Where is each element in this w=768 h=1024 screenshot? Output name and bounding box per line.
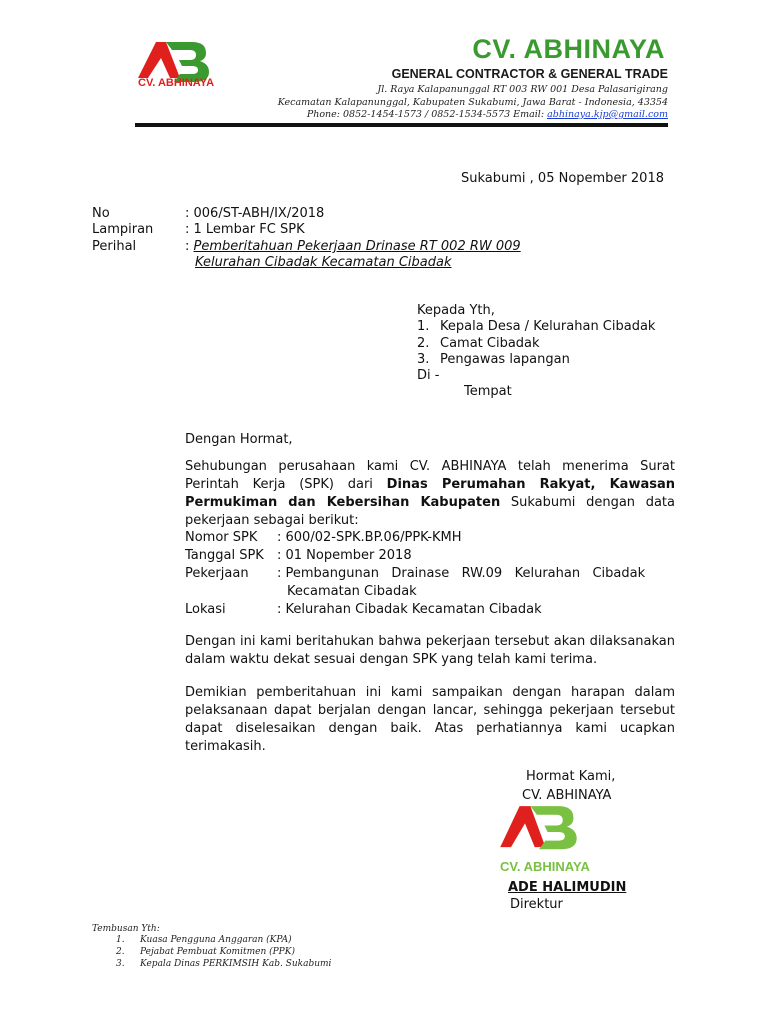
cc-item-2: Pejabat Pembuat Komitmen (PPK) xyxy=(140,947,295,957)
meta-label-perihal: Perihal xyxy=(92,239,137,254)
closing: Hormat Kami, xyxy=(526,769,616,784)
spk-value-pekerjaan-2: Kecamatan Cibadak xyxy=(287,584,417,599)
paragraph-2: Dengan ini kami beritahukan bahwa pekerjaan tersebut akan dilaksanakan dalam waktu dekat sesuai dengan SPK yang telah kami terima. xyxy=(185,634,675,667)
spk-label-nomor: Nomor SPK xyxy=(185,530,258,545)
company-name: CV. ABHINAYA xyxy=(472,34,665,64)
salutation: Dengan Hormat, xyxy=(185,432,293,447)
closing-company: CV. ABHINAYA xyxy=(522,788,612,803)
cc-item-3: Kepala Dinas PERKIMSIH Kab. Sukabumi xyxy=(140,959,332,969)
recipient-item-3: Pengawas lapangan xyxy=(440,352,570,367)
logo-text: CV. ABHINAYA xyxy=(138,77,215,89)
spk-value-lokasi: : Kelurahan Cibadak Kecamatan Cibadak xyxy=(277,602,542,617)
paragraph-3: Demikian pemberitahuan ini kami sampaikan dengan harapan dalam pelaksanaan dapat berjalan dengan lancar, sehingga pekerjaan tersebut dapat diselesaikan dengan baik. Atas perhatiannya kami ucapkan terimakasih. xyxy=(185,685,675,754)
contact-line xyxy=(307,109,668,120)
email-link[interactable]: abhinaya.kjp@gmail.com xyxy=(547,109,668,120)
address-line-2: Kecamatan Kalapanunggal, Kabupaten Sukabumi, Jawa Barat - Indonesia, 43354 xyxy=(277,97,668,108)
paragraph-1-text-b: Sukabumi dengan data pekerjaan sebagai berikut: xyxy=(185,495,675,528)
letter-date: Sukabumi , 05 Nopember 2018 xyxy=(461,171,664,186)
meta-label-lampiran: Lampiran xyxy=(92,222,154,237)
company-stamp xyxy=(498,804,590,874)
signer-name: ADE HALIMUDIN xyxy=(508,880,627,895)
company-logo xyxy=(136,40,215,92)
recipient-greeting: Kepada Yth, xyxy=(417,303,495,318)
recipient-num-1: 1. xyxy=(417,319,430,334)
paragraph-1-bold: Dinas Perumahan Rakyat, Kawasan Permukiman dan Kebersihan Kabupaten xyxy=(185,477,675,510)
meta-value-no: : 006/ST-ABH/IX/2018 xyxy=(185,206,325,221)
spk-label-pekerjaan: Pekerjaan xyxy=(185,566,249,581)
meta-value-lampiran: : 1 Lembar FC SPK xyxy=(185,222,305,237)
stamp-text: CV. ABHINAYA xyxy=(500,859,590,874)
cc-item-1: Kuasa Pengguna Anggaran (KPA) xyxy=(140,935,292,945)
cc-num-2: 2. xyxy=(116,947,125,957)
paragraph-1-text-a: Sehubungan perusahaan kami CV. ABHINAYA telah menerima Surat Perintah Kerja (SPK) dari xyxy=(185,459,675,492)
perihal-line-1: Pemberitahuan Pekerjaan Drinase RT 002 RW 009 xyxy=(193,239,521,254)
spk-label-lokasi: Lokasi xyxy=(185,602,226,617)
spk-label-tanggal: Tanggal SPK xyxy=(185,548,264,563)
recipient-item-2: Camat Cibadak xyxy=(440,336,540,351)
signer-title: Direktur xyxy=(510,897,563,912)
recipient-item-1: Kepala Desa / Kelurahan Cibadak xyxy=(440,319,656,334)
recipient-num-3: 3. xyxy=(417,352,430,367)
spk-value-nomor: : 600/02-SPK.BP.06/PPK-KMH xyxy=(277,530,462,545)
phone-text: Phone: 0852-1454-1573 / 0852-1534-5573 Email: xyxy=(306,109,548,120)
spk-value-pekerjaan: : Pembangunan Drainase RW.09 Kelurahan Cibadak xyxy=(277,566,646,581)
cc-num-1: 1. xyxy=(116,935,125,945)
cc-title: Tembusan Yth: xyxy=(92,924,160,934)
paragraph-1 xyxy=(185,458,675,530)
header-divider xyxy=(135,123,668,127)
perihal-colon: : xyxy=(185,239,194,254)
recipient-num-2: 2. xyxy=(417,336,430,351)
spk-value-tanggal: : 01 Nopember 2018 xyxy=(277,548,412,563)
cc-num-3: 3. xyxy=(116,959,125,969)
address-line-1: Jl. Raya Kalapanunggal RT 003 RW 001 Desa Palasarigirang xyxy=(377,84,668,95)
company-tagline: GENERAL CONTRACTOR & GENERAL TRADE xyxy=(391,67,668,81)
perihal-line-2: Kelurahan Cibadak Kecamatan Cibadak xyxy=(195,255,452,270)
recipient-di: Di - xyxy=(417,368,440,383)
recipient-place: Tempat xyxy=(464,384,512,399)
meta-label-no: No xyxy=(92,206,110,221)
meta-value-perihal xyxy=(185,239,521,254)
